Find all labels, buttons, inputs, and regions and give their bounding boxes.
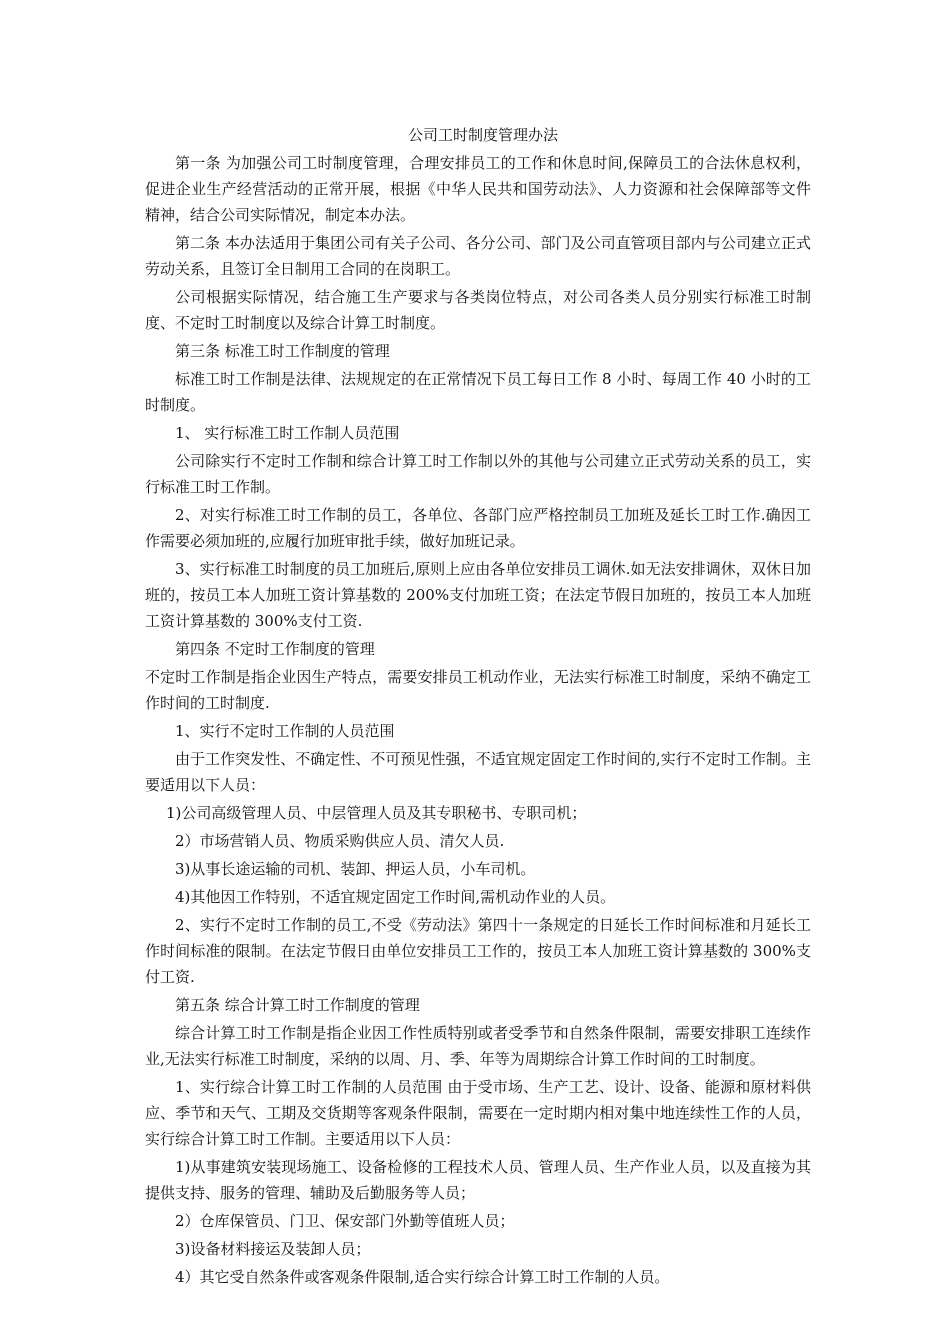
list-item-comprehensive-1: 1)从事建筑安装现场施工、设备检修的工程技术人员、管理人员、生产作业人员，以及直接为其提供支持、服务的管理、辅助及后勤服务等人员； [145,1158,811,1202]
paragraph-flexible-overtime: 2、实行不定时工作制的员工,不受《劳动法》第四十一条规定的日延长工作时间标准和月延长工作时间标准的限制。在法定节假日由单位安排员工工作的，按员工本人加班工资计算基数的 300%支付工资. [145,916,811,986]
list-item-comprehensive-3: 3)设备材料接运及装卸人员； [175,1240,371,1258]
paragraph-article-2: 第二条 本办法适用于集团公司有关子公司、各分公司、部门及公司直管项目部内与公司建立正式劳动关系，且签订全日制用工合同的在岗职工。 [145,234,811,278]
paragraph-flexible-definition: 不定时工作制是指企业因生产特点，需要安排员工机动作业，无法实行标准工时制度，采纳不确定工作时间的工时制度. [145,668,811,712]
subheading-standard-scope: 1、 实行标准工时工作制人员范围 [175,424,400,442]
paragraph-standard-overtime-control: 2、对实行标准工时工作制的员工，各单位、各部门应严格控制员工加班及延长工时工作.确因工作需要必须加班的,应履行加班审批手续，做好加班记录。 [145,506,811,550]
heading-article-3: 第三条 标准工时工作制度的管理 [175,342,390,360]
list-item-comprehensive-2: 2）仓库保管员、门卫、保安部门外勤等值班人员； [175,1212,515,1230]
heading-article-5: 第五条 综合计算工时工作制度的管理 [175,996,420,1014]
list-item-flexible-4: 4)其他因工作特别，不适宜规定固定工作时间,需机动作业的人员。 [175,888,616,906]
paragraph-standard-overtime-pay: 3、实行标准工时制度的员工加班后,原则上应由各单位安排员工调休.如无法安排调休，双休日加班的，按员工本人加班工资计算基数的 200%支付加班工资；在法定节假日加班的，按员工本人加班工资计算基数的 300%支付工资. [145,560,811,630]
paragraph-article-1: 第一条 为加强公司工时制度管理，合理安排员工的工作和休息时间,保障员工的合法休息权利，促进企业生产经营活动的正常开展，根据《中华人民共和国劳动法》、人力资源和社会保障部等文件精神，结合公司实际情况，制定本办法。 [145,154,811,224]
list-item-flexible-2: 2）市场营销人员、物质采购供应人员、清欠人员. [175,832,505,850]
subheading-flexible-scope: 1、实行不定时工作制的人员范围 [175,722,395,740]
list-item-comprehensive-4: 4）其它受自然条件或客观条件限制,适合实行综合计算工时工作制的人员。 [175,1268,670,1286]
list-item-flexible-1: 1)公司高级管理人员、中层管理人员及其专职秘书、专职司机； [166,804,587,822]
paragraph-comprehensive-scope: 1、实行综合计算工时工作制的人员范围 由于受市场、生产工艺、设计、设备、能源和原材料供应、季节和天气、工期及交货期等客观条件限制，需要在一定时期内相对集中地连续性工作的人员，实行综合计算工时工作制。主要适用以下人员： [145,1078,811,1148]
paragraph-standard-definition: 标准工时工作制是法律、法规规定的在正常情况下员工每日工作 8 小时、每周工作 40 小时的工时制度。 [145,370,811,414]
paragraph-scope-note: 公司根据实际情况，结合施工生产要求与各类岗位特点，对公司各类人员分别实行标准工时制度、不定时工时制度以及综合计算工时制度。 [145,288,811,332]
heading-article-4: 第四条 不定时工作制度的管理 [175,640,375,658]
list-item-flexible-3: 3)从事长途运输的司机、装卸、押运人员，小车司机。 [175,860,536,878]
paragraph-comprehensive-definition: 综合计算工时工作制是指企业因工作性质特别或者受季节和自然条件限制，需要安排职工连续作业,无法实行标准工时制度，采纳的以周、月、季、年等为周期综合计算工作时间的工时制度。 [145,1024,811,1068]
paragraph-flexible-scope: 由于工作突发性、不确定性、不可预见性强，不适宜规定固定工作时间的,实行不定时工作制。主要适用以下人员： [145,750,811,794]
document-title: 公司工时制度管理办法 [407,126,558,144]
paragraph-standard-scope: 公司除实行不定时工作制和综合计算工时工作制以外的其他与公司建立正式劳动关系的员工，实行标准工时工作制。 [145,452,811,496]
document-body [145,122,811,1290]
